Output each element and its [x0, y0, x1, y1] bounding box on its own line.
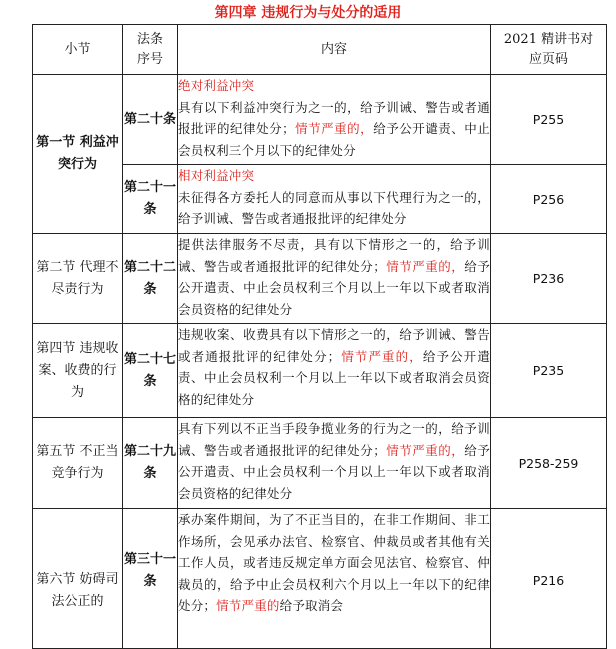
page-cell: P256 [491, 165, 607, 234]
content-heading: 相对利益冲突 [178, 168, 255, 183]
content-cell [178, 165, 491, 234]
page-cell: P235 [491, 324, 607, 418]
content-text: 具有下列以不正当手段争揽业务的行为之一的，给予训诫、警告或者通报批评的纪律处分； [178, 421, 490, 458]
article-cell [123, 509, 178, 649]
page-text: P216 [532, 573, 565, 588]
article-text: 第三十一条 [123, 552, 176, 589]
content-text: 给予公开遣责、中止会员权利一个月以上一年以下或者取消会员资格的纪律处分 [178, 348, 490, 407]
content-red-text: 情节严重的， [385, 442, 465, 458]
section-text: 第六节 妨碍司法公正的 [36, 572, 119, 609]
header-section: 小节 [33, 25, 123, 75]
table-row [33, 324, 607, 418]
section-cell: 第五节 不正当竞争行为 [33, 418, 123, 509]
section-cell: 第一节 利益冲突行为 [33, 75, 123, 234]
content-cell [178, 324, 491, 418]
content-text: 承办案件期间，为了不正当目的，在非工作期间、非工作场所，会见承办法官、检察官、仲裁员或者其他有关工作人员，或者违反规定单方面会见法官、检察官、仲裁员的，给予中止会员权利六个月以上一年以下的纪律处分； [178, 512, 490, 613]
table-row [33, 418, 607, 509]
chapter-title: 第四章 违规行为与处分的适用 [214, 5, 402, 21]
section-cell [33, 509, 123, 649]
article-cell: 第二十九条 [123, 418, 178, 509]
content-red-text: 情节严重的， [385, 258, 465, 274]
table-row [33, 509, 607, 649]
content-text: 具有以下利益冲突行为之一的，给予训诫、警告或者通报批评的纪律处分； [178, 99, 490, 136]
content-text: 给予公开遣责、中止会员权利三个月以上一年以下或者取消会员资格的纪律处分 [178, 258, 490, 317]
article-cell: 第二十七条 [123, 324, 178, 418]
header-article: 法条序号 [123, 25, 178, 75]
header-page: 2021 精讲书对应页码 [491, 25, 607, 75]
section-cell: 第四节 违规收案、收费的行为 [33, 324, 123, 418]
page-cell: P258-259 [491, 418, 607, 509]
table-header-row [33, 25, 607, 75]
header-content: 内容 [178, 25, 491, 75]
article-cell: 第二十条 [123, 75, 178, 165]
content-text: 给予公开谴责、中止会员权利三个月以下的纪律处分 [178, 121, 490, 158]
table-row [33, 75, 607, 165]
rules-table [32, 24, 607, 649]
section-cell: 第二节 代理不尽责行为 [33, 234, 123, 324]
article-cell: 第二十一条 [123, 165, 178, 234]
article-cell: 第二十二条 [123, 234, 178, 324]
page-cell: P255 [491, 75, 607, 165]
content-red-text: 情节严重的， [340, 348, 423, 364]
content-text: 给予公开遣责、中止会员权利一个月以上一年以下或者取消会员资格的纪律处分 [178, 442, 490, 501]
content-red-text: 情节严重的 [216, 598, 280, 613]
content-text: 给予取消会 [279, 598, 344, 613]
content-heading: 绝对利益冲突 [178, 78, 255, 93]
content-text: 违规收案、收费具有以下情形之一的，给予训诫、警告或者通报批评的纪律处分； [178, 327, 490, 364]
content-red-text: 情节严重的， [294, 121, 374, 136]
page-cell: P236 [491, 234, 607, 324]
content-text: 未征得各方委托人的同意而从事以下代理行为之一的，给予训诫、警告或者通报批评的纪律处分 [178, 189, 490, 226]
content-cell [178, 234, 491, 324]
content-cell [178, 75, 491, 165]
table-row [33, 234, 607, 324]
page-cell [491, 509, 607, 649]
content-text: 提供法律服务不尽责，具有以下情形之一的，给予训诫、警告或者通报批评的纪律处分； [178, 237, 490, 274]
content-cell [178, 418, 491, 509]
content-cell [178, 509, 491, 649]
